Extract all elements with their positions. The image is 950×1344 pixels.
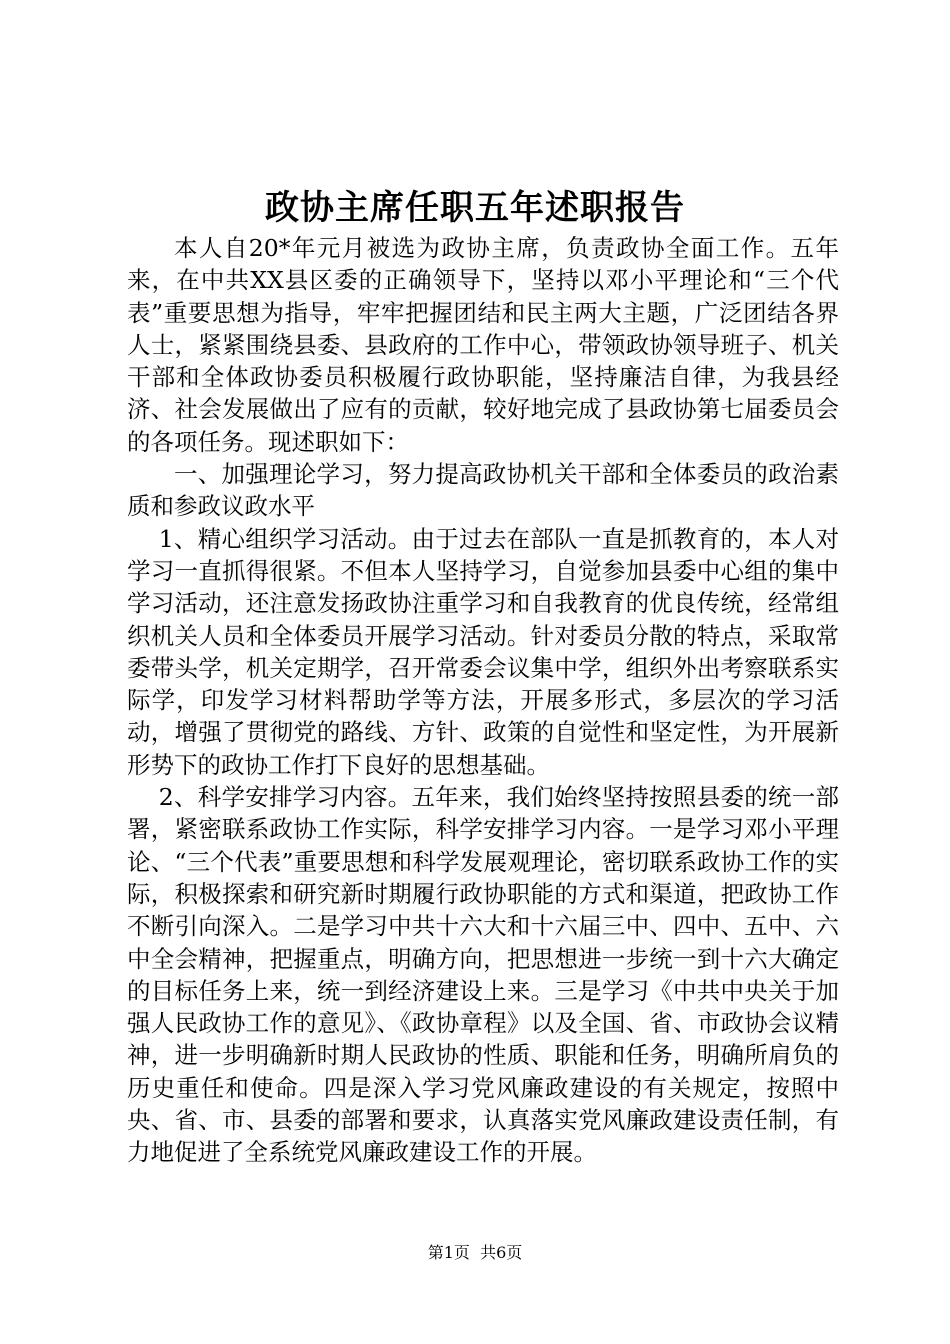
item-paragraph-2: 2、科学安排学习内容。五年来，我们始终坚持按照县委的统一部署，紧密联系政协工作实际，科学安排学习内容。一是学习邓小平理论、“三个代表”重要思想和科学发展观理论，密切联系政协工作的实际，积极探索和研究新时期履行政协职能的方式和渠道，把政协工作不断引向深入。二是学习中共十六大和十六届三中、四中、五中、六中全会精神，把握重点，明确方向，把思想进一步统一到十六大确定的目标任务上来，统一到经济建设上来。三是学习《中共中央关于加强人民政协工作的意见》、《政协章程》以及全国、省、市政协会议精神，进一步明确新时期人民政协的性质、职能和任务，明确所肩负的历史重任和使命。四是深入学习党风廉政建设的有关规定，按照中央、省、市、县委的部署和要求，认真落实党风廉政建设责任制，有力地促进了全系统党风廉政建设工作的开展。 bbox=[127, 783, 839, 1167]
document-body bbox=[127, 232, 839, 1169]
item-paragraph-1: 1、精心组织学习活动。由于过去在部队一直是抓教育的，本人对学习一直抓得很紧。不但本人坚持学习，自觉参加县委中心组的集中学习活动，还注意发扬政协注重学习和自我教育的优良传统，经常组织机关人员和全体委员开展学习活动。针对委员分散的特点，采取常委带头学，机关定期学，召开常委会议集中学，组织外出考察联系实际学，印发学习材料帮助学等方法，开展多形式，多层次的学习活动，增强了贯彻党的路线、方针、政策的自觉性和坚定性，为开展新形势下的政协工作打下良好的思想基础。 bbox=[127, 524, 839, 779]
intro-paragraph: 本人自20*年元月被选为政协主席，负责政协全面工作。五年来，在中共XX县区委的正确领导下，坚持以邓小平理论和“三个代表”重要思想为指导，牢牢把握团结和民主两大主题，广泛团结各界人士，紧紧围绕县委、县政府的工作中心，带领政协领导班子、机关干部和全体政协委员积极履行政协职能，坚持廉洁自律，为我县经济、社会发展做出了应有的贡献，较好地完成了县政协第七届委员会的各项任务。现述职如下： bbox=[127, 234, 839, 456]
document-title: 政协主席任职五年述职报告 bbox=[265, 188, 685, 228]
page-footer: 第1页 共6页 bbox=[427, 1243, 523, 1262]
section-heading-1: 一、加强理论学习，努力提高政协机关干部和全体委员的政治素质和参政议政水平 bbox=[127, 460, 839, 521]
